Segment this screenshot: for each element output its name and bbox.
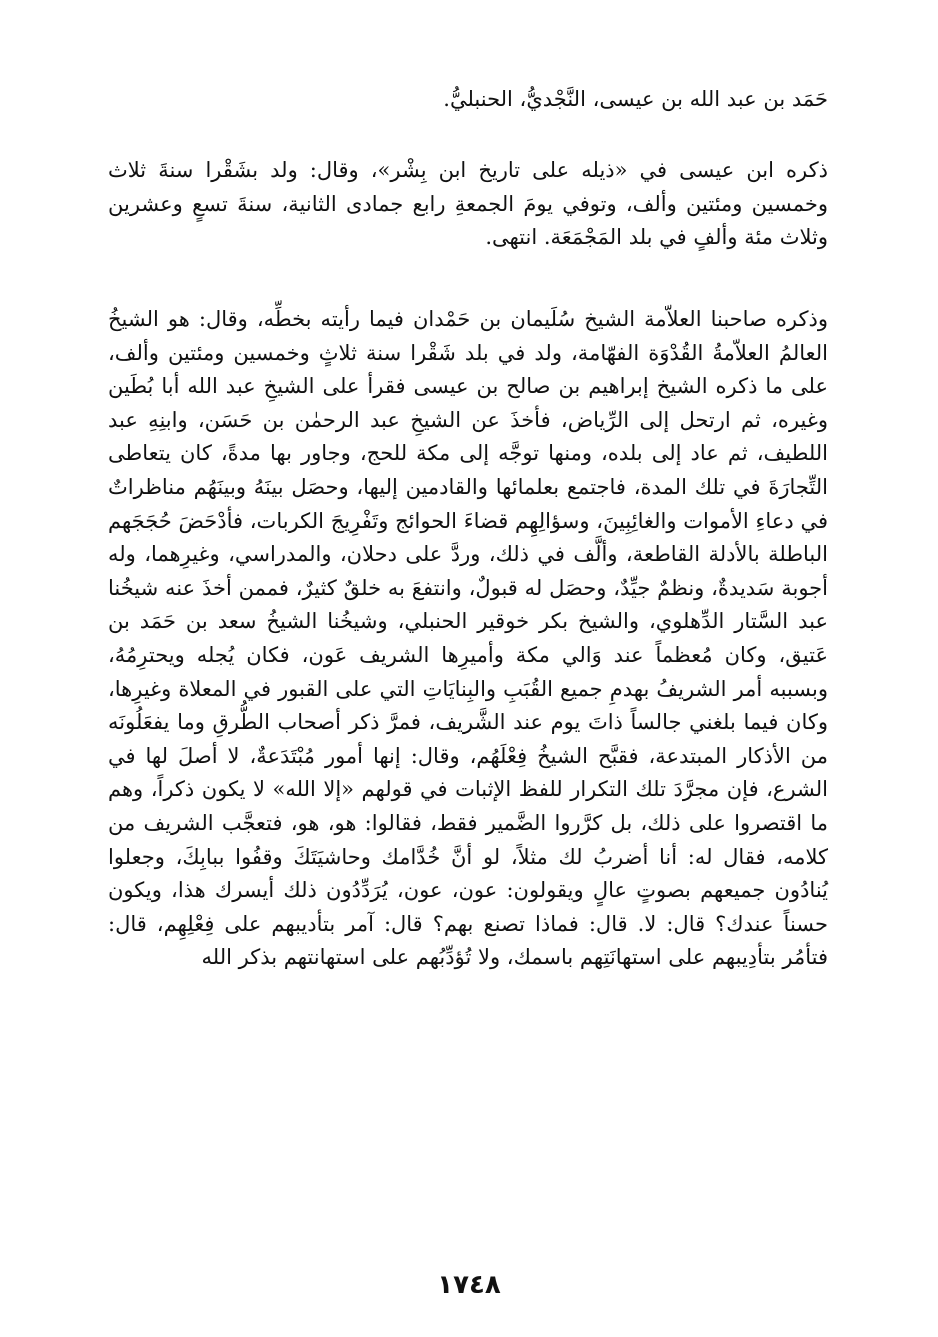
paragraph-2-text: وذكره صاحبنا العلاّمة الشيخ سُلَيمان بن حَمْدان فيما رأيته بخطِّه، وقال: هو الشيخُ العالمُ العلاّمةُ القُدْوَة الفهّامة، ولد في بلد شَقْرا سنة ثلاثٍ وخمسين ومئتين وألف، على ما ذكره الشيخ إبراهيم بن صالح بن عيسى فقرأ على الشيخِ عبد الله أبا بُطَين وغيره، ثم ارتحل إلى الرِّياض، فأخذَ عن الشيخِ عبد الرحمٰن بن حَسَن، وابنِهِ عبد اللطيف، ثم عاد إلى بلده، ومنها توجَّه إلى مكة للحج، وجاور بها مدةً، كان يتعاطى التِّجارَةَ في تلك المدة، فاجتمع بعلمائها والقادمين إليها، وحصَل بينَهُ وبينَهُم مناظراتٌ في دعاءِ الأموات والغائِبِينَ، وسؤالِهِم قضاءَ الحوائج وتَفْرِيجَ الكربات، فأدْحَضَ حُجَجَهم الباطلة بالأدلة القاطعة، وألَّف في ذلك، وردَّ على دحلان، والمدراسي، وغيرِهما، وله أجوبة سَديدةٌ، ونظمٌ جيِّدٌ، وحصَل له قبولٌ، وانتفعَ به خلقٌ كثيرٌ، فممن أخذَ عنه شيخُنا عبد السَّتار الدِّهلوي، والشيخ بكر خوقير الحنبلي، وشيخُنا الشيخُ سعد بن حَمَد بن عَتيق، وكان مُعظماً عند وَالي مكة وأميرِها الشريف عَون، فكان يُجله ويحترِمُهُ، وبسببه أمر الشريفُ بهدمِ جميع القُبَبِ والبِنايَاتِ التي على القبور في المعلاة وغيرِها، وكان فيما بلغني جالساً ذاتَ يوم عند الشَّريف، فمرَّ ذكر أصحاب الطُّرقِ وما يفعَلُونَه من الأذكار المبتدعة، فقبَّح الشيخُ فِعْلَهُم، وقال: إنها أمور مُبْتَدَعةٌ، لا أصلَ لها في الشرع، فإن مجرَّدَ تلك التكرار للفظ الإثبات في قولهم «إلا الله» لا يكون ذكراً، وهم ما اقتصروا على ذلك، بل كرَّروا الضَّمير فقط، فقالوا: هو، هو، فتعجَّب الشريف من كلامه، فقال له: أنا أضربُ لك مثلاً، لو أنَّ خُدَّامك وحاشيَتَكَ وقفُوا ببابِكَ، وجعلوا يُنادُون جميعهم بصوتٍ عالٍ ويقولون: عون، عون، يُرَدِّدُون ذلك أيسرك هذا، ويكون حسناً عندك؟ قال: لا. قال: فماذا تصنع بهم؟ قال: آمر بتأديبهم على فِعْلِهِم، قال: فتأمُر بتأدِيبهم على استهانَتِهم باسمك، ولا تُؤدِّبُهم على استهانتهم بذكر الله xyxy=(108,307,829,970)
page-number: ١٧٤٨ xyxy=(437,1270,501,1300)
heading-text: حَمَد بن عبد الله بن عيسى، النَّجْديُّ، الحنبليُّ. xyxy=(443,87,828,111)
paragraph-2 xyxy=(108,303,828,975)
paragraph-1-text: ذكره ابن عيسى في «ذيله على تاريخ ابن بِشْر»، وقال: ولد بشَقْرا سنةَ ثلاث وخمسين ومئتين وألف، وتوفي يومَ الجمعةِ رابع جمادى الثانية، سنةَ تسعٍ وعشرين وثلاث مئة وألفٍ في بلد المَجْمَعَة. انتهى. xyxy=(108,158,828,250)
entry-heading xyxy=(108,82,828,116)
paragraph-1 xyxy=(108,154,828,255)
